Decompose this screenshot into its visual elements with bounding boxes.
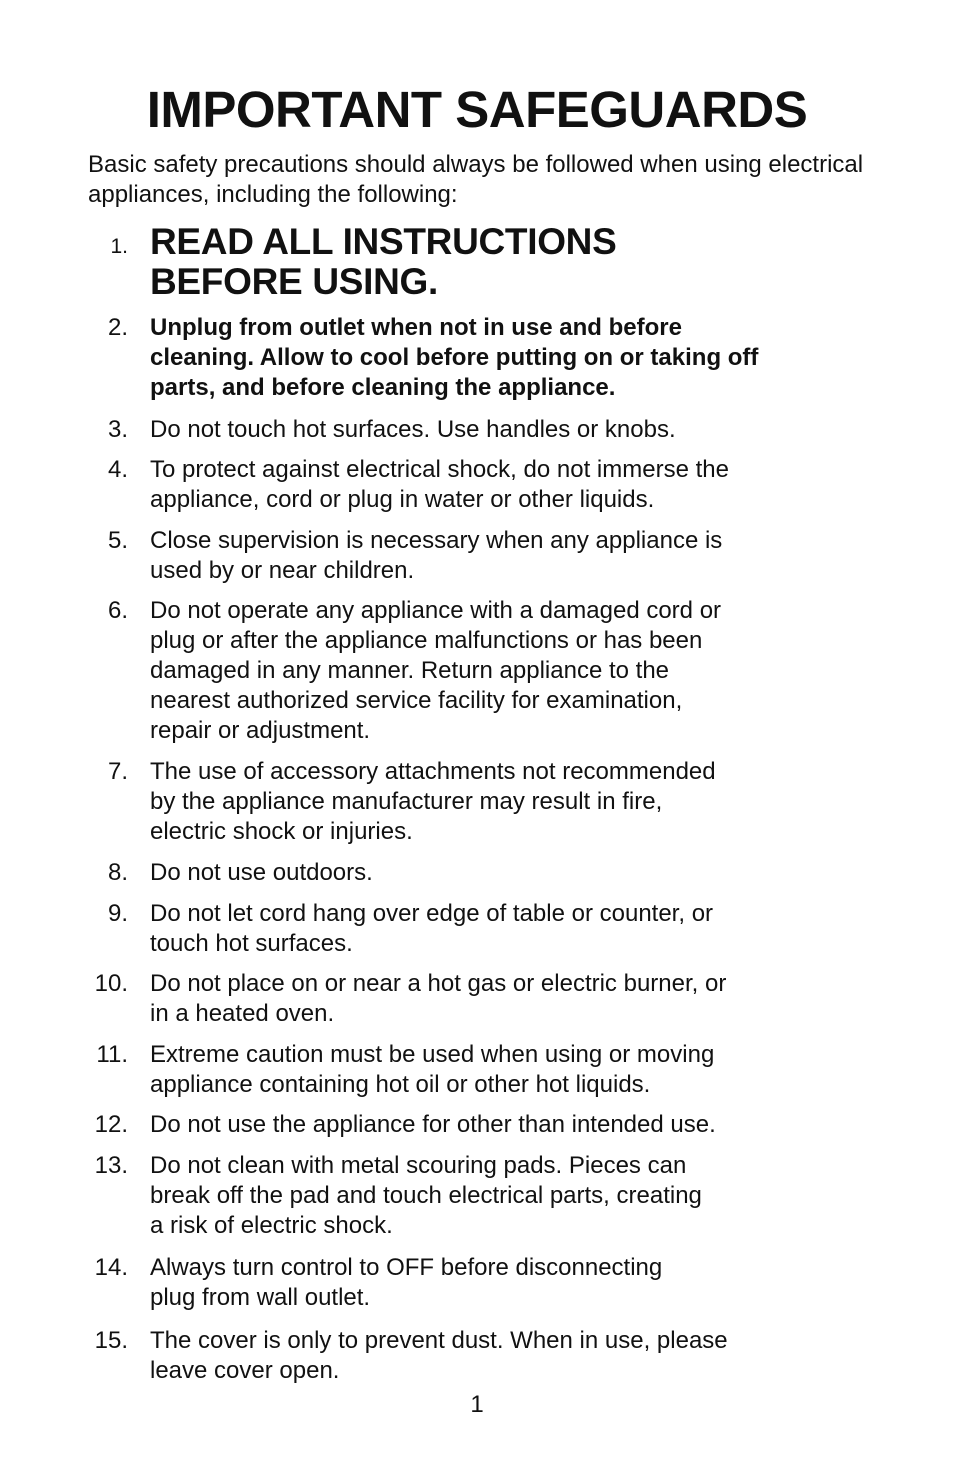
item-number: 15. <box>94 1327 128 1354</box>
page-number: 1 <box>470 1391 484 1418</box>
item-text: Extreme caution must be used when using or moving appliance containing hot oil or other hot liquids. <box>150 1041 715 1098</box>
item-number: 8. <box>107 859 128 886</box>
page-title: IMPORTANT SAFEGUARDS <box>146 81 808 138</box>
item-text: Close supervision is necessary when any appliance is used by or near children. <box>150 527 723 584</box>
item-text: Do not operate any appliance with a damaged cord or plug or after the appliance malfunctions or has been damaged in any manner. Return appliance to the nearest authorized service facility for examination, repair or adjustment. <box>150 597 722 744</box>
item-number: 6. <box>107 597 128 624</box>
item-number: 4. <box>107 456 128 483</box>
item-text: Do not use the appliance for other than intended use. <box>150 1111 716 1138</box>
item-number: 10. <box>94 970 128 997</box>
item-number: 1. <box>110 235 128 258</box>
item-number: 9. <box>107 900 128 927</box>
item-number: 2. <box>107 314 128 341</box>
intro-paragraph: Basic safety precautions should always be followed when using electrical appliances, including the following: <box>88 151 864 208</box>
item-text: The use of accessory attachments not recommended by the appliance manufacturer may result in fire, electric shock or injuries. <box>150 758 716 845</box>
item-number: 5. <box>107 527 128 554</box>
item-number: 12. <box>94 1111 128 1138</box>
item-text: Do not touch hot surfaces. Use handles or knobs. <box>150 416 676 443</box>
item-number: 7. <box>107 758 128 785</box>
item-number: 13. <box>94 1152 128 1179</box>
item-text: Always turn control to OFF before disconnecting plug from wall outlet. <box>150 1254 663 1311</box>
item-text: READ ALL INSTRUCTIONS BEFORE USING. <box>150 221 617 302</box>
item-text: Do not clean with metal scouring pads. Pieces can break off the pad and touch electrical parts, creating a risk of electric shock. <box>150 1152 702 1239</box>
item-text: To protect against electrical shock, do not immerse the appliance, cord or plug in water or other liquids. <box>150 456 729 513</box>
item-number: 11. <box>96 1041 128 1068</box>
item-text: Do not place on or near a hot gas or electric burner, or in a heated oven. <box>150 970 727 1027</box>
item-text: Unplug from outlet when not in use and before cleaning. Allow to cool before putting on or taking off parts, and before cleaning the appliance. <box>150 314 759 401</box>
item-number: 3. <box>107 416 128 443</box>
item-text: The cover is only to prevent dust. When in use, please leave cover open. <box>150 1327 728 1384</box>
item-text: Do not let cord hang over edge of table or counter, or touch hot surfaces. <box>150 900 714 957</box>
item-number: 14. <box>94 1254 128 1281</box>
item-text: Do not use outdoors. <box>150 859 373 886</box>
